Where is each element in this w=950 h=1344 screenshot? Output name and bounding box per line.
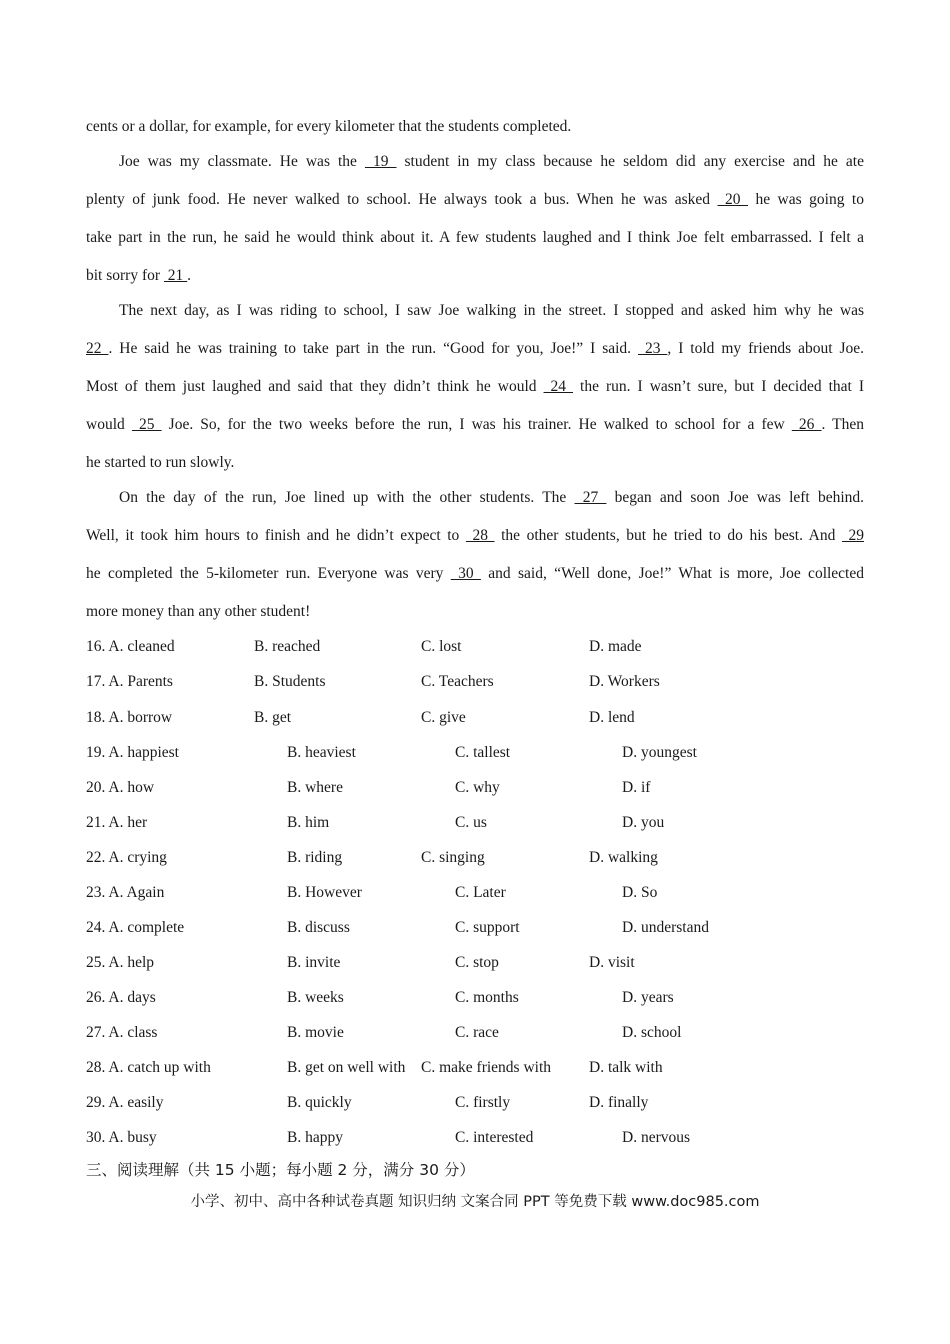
option-c: C. why — [455, 779, 500, 796]
passage-text: he completed the 5-kilometer run. Everyone was very — [86, 565, 451, 582]
option-a: 18. A. borrow — [86, 709, 173, 726]
passage-text: Well, it took him hours to finish and he didn’t expect to — [86, 527, 466, 544]
passage-line — [86, 266, 864, 286]
option-c: C. Teachers — [421, 673, 494, 690]
option-a: 28. A. catch up with — [86, 1059, 211, 1076]
option-d: D. years — [622, 989, 674, 1006]
option-b: B. him — [287, 814, 330, 831]
option-c: C. stop — [455, 954, 499, 971]
page-footer: 小学、初中、高中各种试卷真题 知识归纳 文案合同 PPT 等免费下载 www.doc985.com — [190, 1194, 760, 1210]
question-row — [86, 1058, 866, 1078]
option-c: C. give — [421, 709, 466, 726]
option-d: D. Workers — [589, 673, 660, 690]
passage-text: . He said he was training to take part in the run. “Good for you, Joe!” I said. — [108, 340, 638, 357]
passage-text: cents or a dollar, for example, for every kilometer that the students completed. — [86, 118, 572, 135]
option-c: C. support — [455, 919, 520, 936]
question-row — [86, 672, 866, 692]
blank-19: 19 — [364, 153, 397, 170]
option-d: D. you — [622, 814, 665, 831]
option-a: 24. A. complete — [86, 919, 185, 936]
question-row — [86, 1093, 866, 1113]
passage-text: The next day, as I was riding to school, I saw Joe walking in the street. I stopped and asked him why he was — [119, 302, 864, 319]
passage-line — [119, 152, 864, 172]
passage-line — [86, 564, 864, 584]
passage-line — [86, 228, 864, 248]
option-d: D. talk with — [589, 1059, 663, 1076]
question-row — [86, 988, 866, 1008]
option-c: C. make friends with — [421, 1059, 552, 1076]
question-row — [86, 1128, 866, 1148]
passage-text: . Then — [821, 416, 865, 433]
passage-line — [86, 117, 864, 137]
option-b: B. reached — [254, 638, 321, 655]
passage-line — [86, 453, 864, 473]
passage-text: , I told my friends about Joe. — [667, 340, 865, 357]
option-a: 21. A. her — [86, 814, 148, 831]
blank-27: 27 — [574, 489, 607, 506]
passage-line — [86, 415, 864, 435]
option-d: D. understand — [622, 919, 709, 936]
option-d: D. finally — [589, 1094, 649, 1111]
passage-text: and said, “Well done, Joe!” What is more, Joe collected — [480, 565, 864, 582]
option-a: 19. A. happiest — [86, 744, 179, 761]
blank-28: 28 — [465, 527, 495, 544]
option-c: C. race — [455, 1024, 499, 1041]
passage-text: more money than any other student! — [86, 603, 311, 620]
option-c: C. tallest — [455, 744, 511, 761]
question-row — [86, 743, 866, 763]
passage-text: began and soon Joe was left behind. — [606, 489, 865, 506]
option-a: 30. A. busy — [86, 1129, 157, 1146]
passage-text: . — [187, 267, 192, 284]
option-a: 27. A. class — [86, 1024, 158, 1041]
question-row — [86, 708, 866, 728]
option-b: B. weeks — [287, 989, 344, 1006]
blank-24: 24 — [543, 378, 574, 395]
option-d: D. visit — [589, 954, 635, 971]
passage-line — [86, 602, 864, 622]
option-a: 22. A. crying — [86, 849, 167, 866]
passage-line — [86, 526, 864, 546]
option-a: 23. A. Again — [86, 884, 165, 901]
passage-text: Joe. So, for the two weeks before the run, I was his trainer. He walked to school for a few — [161, 416, 792, 433]
passage-line — [86, 190, 864, 210]
passage-text: plenty of junk food. He never walked to school. He always took a bus. When he was asked — [86, 191, 718, 208]
option-c: C. interested — [455, 1129, 534, 1146]
option-d: D. So — [622, 884, 658, 901]
passage-text: he was going to — [747, 191, 864, 208]
option-b: B. heaviest — [287, 744, 356, 761]
question-row — [86, 813, 866, 833]
question-row — [86, 953, 866, 973]
passage-line — [119, 301, 864, 321]
option-d: D. school — [622, 1024, 682, 1041]
option-b: B. However — [287, 884, 362, 901]
option-b: B. happy — [287, 1129, 343, 1146]
question-row — [86, 883, 866, 903]
option-a: 25. A. help — [86, 954, 155, 971]
option-d: D. nervous — [622, 1129, 691, 1146]
passage-line — [119, 488, 864, 508]
option-c: C. us — [455, 814, 487, 831]
question-row — [86, 1023, 866, 1043]
passage-text: the other students, but he tried to do his best. And — [494, 527, 842, 544]
option-d: D. if — [622, 779, 651, 796]
option-d: D. lend — [589, 709, 635, 726]
blank-26: 26 — [791, 416, 822, 433]
option-b: B. get — [254, 709, 292, 726]
blank-20: 20 — [717, 191, 748, 208]
blank-30: 30 — [450, 565, 481, 582]
option-a: 17. A. Parents — [86, 673, 173, 690]
question-row — [86, 778, 866, 798]
option-b: B. invite — [287, 954, 341, 971]
blank-21: 21 — [163, 267, 188, 284]
blank-23: 23 — [638, 340, 668, 357]
passage-text: student in my class because he seldom did any exercise and he ate — [396, 153, 864, 170]
option-c: C. lost — [421, 638, 462, 655]
blank-29: 29 — [841, 527, 865, 544]
option-b: B. movie — [287, 1024, 344, 1041]
option-a: 26. A. days — [86, 989, 156, 1006]
passage-text: Most of them just laughed and said that they didn’t think he would — [86, 378, 544, 395]
option-c: C. months — [455, 989, 519, 1006]
question-row — [86, 637, 866, 657]
passage-text: bit sorry for — [86, 267, 164, 284]
option-b: B. get on well with — [287, 1059, 406, 1076]
question-row — [86, 918, 866, 938]
option-c: C. firstly — [455, 1094, 511, 1111]
question-row — [86, 848, 866, 868]
section-heading: 三、阅读理解（共 15 小题；每小题 2 分，满分 30 分） — [86, 1161, 475, 1179]
option-d: D. youngest — [622, 744, 697, 761]
passage-text: take part in the run, he said he would think about it. A few students laughed and I think Joe felt embarrassed. I felt a — [86, 229, 864, 246]
option-a: 20. A. how — [86, 779, 155, 796]
option-a: 29. A. easily — [86, 1094, 164, 1111]
option-d: D. walking — [589, 849, 658, 866]
option-b: B. Students — [254, 673, 326, 690]
option-c: C. singing — [421, 849, 485, 866]
passage-text: the run. I wasn’t sure, but I decided that I — [573, 378, 865, 395]
passage-text: On the day of the run, Joe lined up with the other students. The — [119, 489, 575, 506]
blank-25: 25 — [131, 416, 162, 433]
option-b: B. where — [287, 779, 343, 796]
passage-text: Joe was my classmate. He was the — [119, 153, 365, 170]
option-d: D. made — [589, 638, 642, 655]
option-b: B. discuss — [287, 919, 350, 936]
blank-22: 22 — [86, 340, 109, 357]
option-b: B. quickly — [287, 1094, 352, 1111]
option-c: C. Later — [455, 884, 506, 901]
passage-text: would — [86, 416, 132, 433]
passage-line — [86, 339, 864, 359]
option-b: B. riding — [287, 849, 343, 866]
passage-text: he started to run slowly. — [86, 454, 235, 471]
passage-line — [86, 377, 864, 397]
option-a: 16. A. cleaned — [86, 638, 175, 655]
